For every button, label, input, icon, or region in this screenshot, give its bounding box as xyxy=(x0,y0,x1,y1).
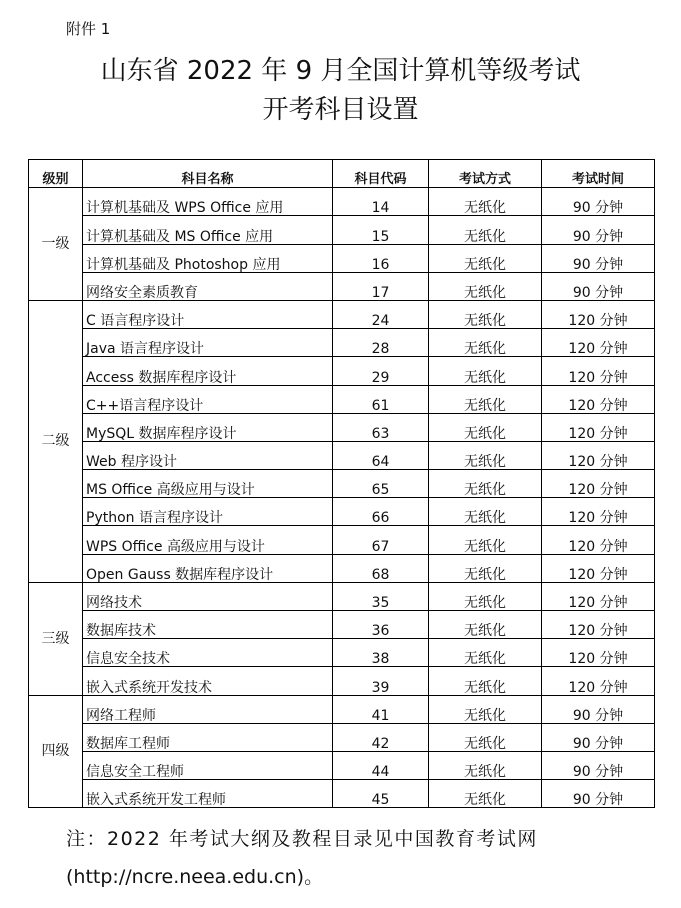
table-row xyxy=(29,639,655,667)
table-row xyxy=(29,751,655,779)
method-cell: 无纸化 xyxy=(429,780,542,808)
table-row xyxy=(29,498,655,526)
method-cell: 无纸化 xyxy=(429,639,542,667)
subject-cell: 网络工程师 xyxy=(83,695,333,723)
header-level: 级别 xyxy=(29,160,83,188)
subject-cell: Open Gauss 数据库程序设计 xyxy=(83,554,333,582)
subject-cell: 嵌入式系统开发工程师 xyxy=(83,780,333,808)
level-cell: 一级 xyxy=(29,188,83,301)
attachment-label: 附件 1 xyxy=(66,20,111,38)
method-cell: 无纸化 xyxy=(429,723,542,751)
duration-cell: 90 分钟 xyxy=(542,780,655,808)
duration-cell: 90 分钟 xyxy=(542,188,655,216)
duration-cell: 120 分钟 xyxy=(542,582,655,610)
subject-cell: 数据库工程师 xyxy=(83,723,333,751)
code-cell: 28 xyxy=(333,329,429,357)
duration-cell: 90 分钟 xyxy=(542,751,655,779)
method-cell: 无纸化 xyxy=(429,272,542,300)
note-line-1: 注：2022 年考试大纲及教程目录见中国教育考试网 xyxy=(66,828,538,850)
table-row xyxy=(29,244,655,272)
table-row xyxy=(29,357,655,385)
subject-cell: C 语言程序设计 xyxy=(83,300,333,328)
subject-cell: C++语言程序设计 xyxy=(83,385,333,413)
method-cell: 无纸化 xyxy=(429,441,542,469)
method-cell: 无纸化 xyxy=(429,667,542,695)
code-cell: 42 xyxy=(333,723,429,751)
duration-cell: 120 分钟 xyxy=(542,611,655,639)
subject-cell: 信息安全工程师 xyxy=(83,751,333,779)
code-cell: 39 xyxy=(333,667,429,695)
duration-cell: 120 分钟 xyxy=(542,300,655,328)
subject-cell: 信息安全技术 xyxy=(83,639,333,667)
header-method: 考试方式 xyxy=(429,160,542,188)
table-row xyxy=(29,526,655,554)
code-cell: 29 xyxy=(333,357,429,385)
method-cell: 无纸化 xyxy=(429,244,542,272)
table-row xyxy=(29,385,655,413)
method-cell: 无纸化 xyxy=(429,582,542,610)
method-cell: 无纸化 xyxy=(429,554,542,582)
code-cell: 45 xyxy=(333,780,429,808)
code-cell: 44 xyxy=(333,751,429,779)
table-row xyxy=(29,611,655,639)
table-row xyxy=(29,695,655,723)
level-cell: 四级 xyxy=(29,695,83,808)
subject-cell: 网络技术 xyxy=(83,582,333,610)
duration-cell: 120 分钟 xyxy=(542,526,655,554)
subject-cell: Python 语言程序设计 xyxy=(83,498,333,526)
code-cell: 35 xyxy=(333,582,429,610)
code-cell: 64 xyxy=(333,441,429,469)
subject-cell: WPS Office 高级应用与设计 xyxy=(83,526,333,554)
code-cell: 63 xyxy=(333,413,429,441)
page-title: 山东省 2022 年 9 月全国计算机等级考试 xyxy=(100,56,581,86)
method-cell: 无纸化 xyxy=(429,695,542,723)
method-cell: 无纸化 xyxy=(429,611,542,639)
table-row xyxy=(29,554,655,582)
code-cell: 14 xyxy=(333,188,429,216)
level-cell: 二级 xyxy=(29,300,83,582)
subject-cell: 网络安全素质教育 xyxy=(83,272,333,300)
subjects-table xyxy=(28,159,655,808)
table-row xyxy=(29,216,655,244)
duration-cell: 90 分钟 xyxy=(542,723,655,751)
method-cell: 无纸化 xyxy=(429,413,542,441)
subject-cell: 计算机基础及 WPS Office 应用 xyxy=(83,188,333,216)
table-row xyxy=(29,272,655,300)
header-duration: 考试时间 xyxy=(542,160,655,188)
table-row xyxy=(29,470,655,498)
duration-cell: 120 分钟 xyxy=(542,413,655,441)
duration-cell: 120 分钟 xyxy=(542,639,655,667)
subject-cell: MySQL 数据库程序设计 xyxy=(83,413,333,441)
subject-cell: Access 数据库程序设计 xyxy=(83,357,333,385)
method-cell: 无纸化 xyxy=(429,329,542,357)
table-row xyxy=(29,441,655,469)
table-row xyxy=(29,300,655,328)
code-cell: 36 xyxy=(333,611,429,639)
duration-cell: 90 分钟 xyxy=(542,695,655,723)
subject-cell: Java 语言程序设计 xyxy=(83,329,333,357)
method-cell: 无纸化 xyxy=(429,357,542,385)
subject-cell: 计算机基础及 MS Office 应用 xyxy=(83,216,333,244)
note-line-2: (http://ncre.neea.edu.cn)。 xyxy=(66,866,324,888)
header-subject: 科目名称 xyxy=(83,160,333,188)
table-row xyxy=(29,723,655,751)
method-cell: 无纸化 xyxy=(429,385,542,413)
duration-cell: 120 分钟 xyxy=(542,441,655,469)
level-cell: 三级 xyxy=(29,582,83,695)
code-cell: 17 xyxy=(333,272,429,300)
table-row xyxy=(29,582,655,610)
table-row xyxy=(29,780,655,808)
subject-cell: 计算机基础及 Photoshop 应用 xyxy=(83,244,333,272)
method-cell: 无纸化 xyxy=(429,498,542,526)
header-code: 科目代码 xyxy=(333,160,429,188)
table-row xyxy=(29,413,655,441)
code-cell: 24 xyxy=(333,300,429,328)
table-header-row xyxy=(29,160,655,188)
method-cell: 无纸化 xyxy=(429,470,542,498)
code-cell: 41 xyxy=(333,695,429,723)
duration-cell: 120 分钟 xyxy=(542,357,655,385)
code-cell: 66 xyxy=(333,498,429,526)
subject-cell: 数据库技术 xyxy=(83,611,333,639)
duration-cell: 120 分钟 xyxy=(542,385,655,413)
method-cell: 无纸化 xyxy=(429,751,542,779)
method-cell: 无纸化 xyxy=(429,188,542,216)
code-cell: 68 xyxy=(333,554,429,582)
subject-cell: Web 程序设计 xyxy=(83,441,333,469)
method-cell: 无纸化 xyxy=(429,526,542,554)
table-body xyxy=(29,188,655,808)
method-cell: 无纸化 xyxy=(429,216,542,244)
duration-cell: 90 分钟 xyxy=(542,244,655,272)
code-cell: 61 xyxy=(333,385,429,413)
subject-cell: 嵌入式系统开发技术 xyxy=(83,667,333,695)
code-cell: 67 xyxy=(333,526,429,554)
table-row xyxy=(29,188,655,216)
code-cell: 15 xyxy=(333,216,429,244)
table-row xyxy=(29,329,655,357)
code-cell: 65 xyxy=(333,470,429,498)
page-subtitle: 开考科目设置 xyxy=(262,95,419,125)
duration-cell: 120 分钟 xyxy=(542,554,655,582)
duration-cell: 120 分钟 xyxy=(542,329,655,357)
duration-cell: 120 分钟 xyxy=(542,470,655,498)
duration-cell: 120 分钟 xyxy=(542,498,655,526)
duration-cell: 90 分钟 xyxy=(542,216,655,244)
subject-cell: MS Office 高级应用与设计 xyxy=(83,470,333,498)
duration-cell: 120 分钟 xyxy=(542,667,655,695)
duration-cell: 90 分钟 xyxy=(542,272,655,300)
code-cell: 16 xyxy=(333,244,429,272)
method-cell: 无纸化 xyxy=(429,300,542,328)
code-cell: 38 xyxy=(333,639,429,667)
table-row xyxy=(29,667,655,695)
